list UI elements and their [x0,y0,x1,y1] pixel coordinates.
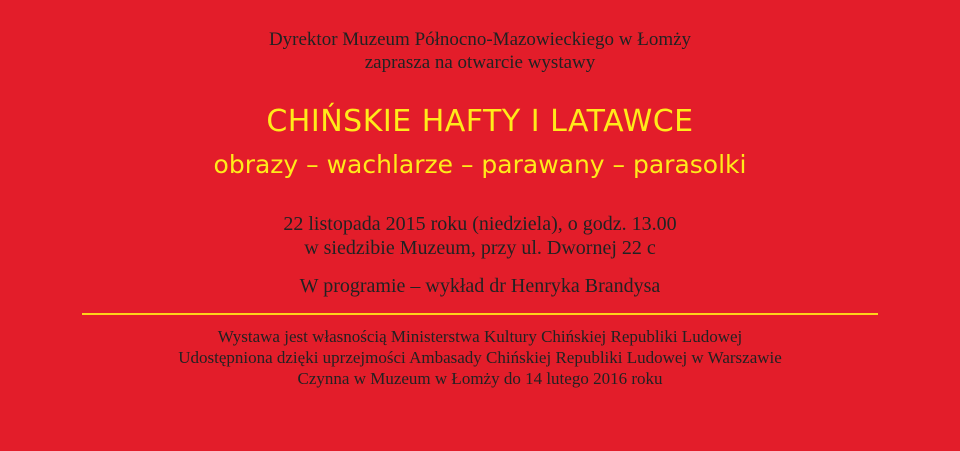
event-program-line: W programie – wykład dr Henryka Brandysa [299,275,661,297]
intro-invite-line: zaprasza na otwarcie wystawy [364,52,596,73]
exhibition-subtitle: obrazy – wachlarze – parawany – parasolki [213,150,747,179]
intro-director-line: Dyrektor Muzeum Północno-Mazowieckiego w Łomży [268,29,692,50]
footer-courtesy-line: Udostępniona dzięki uprzejmości Ambasady Chińskiej Republiki Ludowej w Warszawie [178,348,782,367]
exhibition-title: CHIŃSKIE HAFTY I LATAWCE [266,104,694,139]
event-venue-line: w siedzibie Muzeum, przy ul. Dwornej 22 c [304,237,656,259]
section-divider [82,313,878,315]
event-date-line: 22 listopada 2015 roku (niedziela), o godz. 13.00 [283,213,677,235]
footer-ownership-line: Wystawa jest własnością Ministerstwa Kultury Chińskiej Republiki Ludowej [217,327,743,346]
footer-dates-line: Czynna w Muzeum w Łomży do 14 lutego 2016 roku [297,369,663,388]
